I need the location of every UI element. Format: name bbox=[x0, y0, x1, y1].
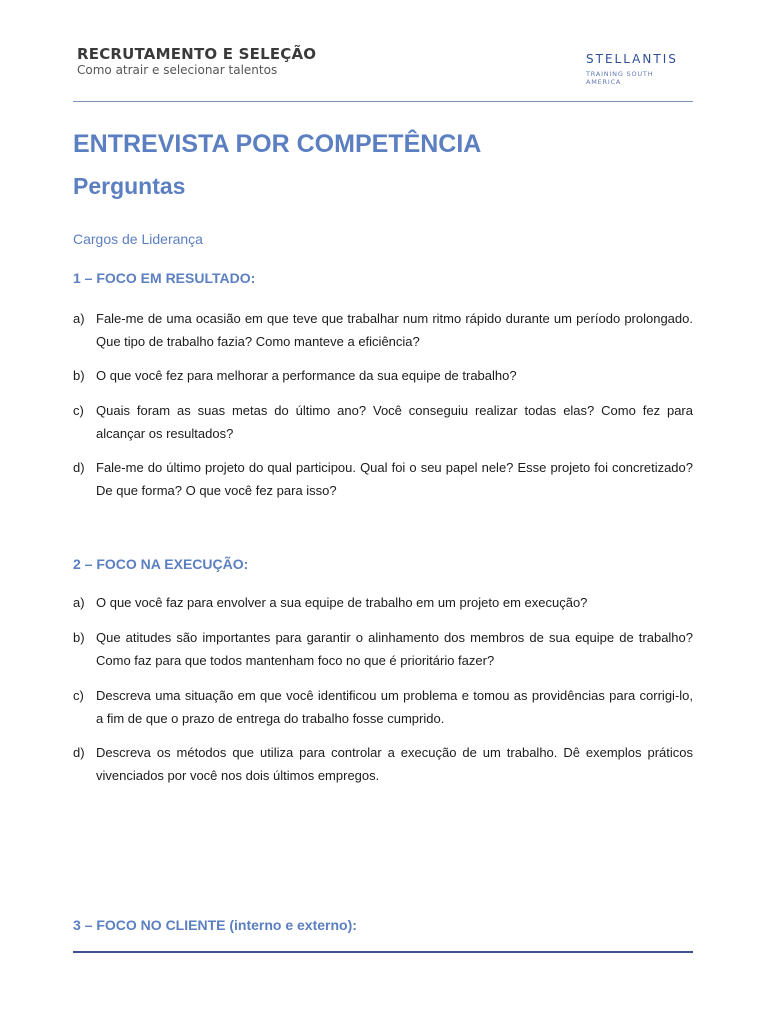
question-label: c) bbox=[73, 688, 84, 703]
question-label: a) bbox=[73, 595, 85, 610]
question-label: d) bbox=[73, 745, 85, 760]
document-title: ENTREVISTA POR COMPETÊNCIA bbox=[73, 130, 482, 158]
question-label: a) bbox=[73, 311, 85, 326]
question-label: b) bbox=[73, 368, 85, 383]
stellantis-logo bbox=[586, 52, 690, 86]
question-text: O que você faz para envolver a sua equipe de trabalho em um projeto em execução? bbox=[96, 595, 588, 610]
question-item bbox=[73, 741, 693, 787]
section-title-foco-cliente: 3 – FOCO NO CLIENTE (interno e externo): bbox=[73, 917, 357, 933]
logo-subtext: TRAINING SOUTH AMERICA bbox=[586, 70, 654, 86]
question-item bbox=[73, 456, 693, 502]
question-text: O que você fez para melhorar a performance da sua equipe de trabalho? bbox=[96, 368, 517, 383]
header-subtitle: Como atrair e selecionar talentos bbox=[77, 63, 278, 77]
question-item bbox=[73, 626, 693, 672]
question-text: Fale-me do último projeto do qual participou. Qual foi o seu papel nele? Esse projeto foi concretizado? De que forma? O que você fez para isso? bbox=[96, 460, 693, 498]
question-item bbox=[73, 591, 693, 614]
question-text: Descreva os métodos que utiliza para controlar a execução de um trabalho. Dê exemplos práticos vivenciados por você nos dois últimos empregos. bbox=[96, 745, 693, 783]
header-title: RECRUTAMENTO E SELEÇÃO bbox=[77, 45, 317, 63]
logo-text: STELLANTIS bbox=[586, 52, 678, 66]
section-title-foco-resultado: 1 – FOCO EM RESULTADO: bbox=[73, 270, 256, 286]
question-label: d) bbox=[73, 460, 85, 475]
question-text: Que atitudes são importantes para garantir o alinhamento dos membros de sua equipe de trabalho? Como faz para que todos mantenham foco no que é prioritário fazer? bbox=[96, 630, 693, 668]
section-title-foco-execucao: 2 – FOCO NA EXECUÇÃO: bbox=[73, 556, 249, 572]
question-label: b) bbox=[73, 630, 85, 645]
question-item bbox=[73, 364, 693, 387]
question-text: Descreva uma situação em que você identificou um problema e tomou as providências para corrigi-lo, a fim de que o prazo de entrega do trabalho fosse cumprido. bbox=[96, 688, 693, 726]
question-text: Fale-me de uma ocasião em que teve que trabalhar num ritmo rápido durante um período prolongado. Que tipo de trabalho fazia? Como manteve a eficiência? bbox=[96, 311, 693, 349]
question-item bbox=[73, 307, 693, 353]
question-label: c) bbox=[73, 403, 84, 418]
question-text: Quais foram as suas metas do último ano? Você conseguiu realizar todas elas? Como fez para alcançar os resultados? bbox=[96, 403, 693, 441]
category-label: Cargos de Liderança bbox=[73, 231, 203, 247]
question-item bbox=[73, 399, 693, 445]
document-subtitle: Perguntas bbox=[73, 173, 186, 199]
footer-divider bbox=[73, 951, 693, 953]
header-divider bbox=[73, 101, 693, 102]
question-item bbox=[73, 684, 693, 730]
